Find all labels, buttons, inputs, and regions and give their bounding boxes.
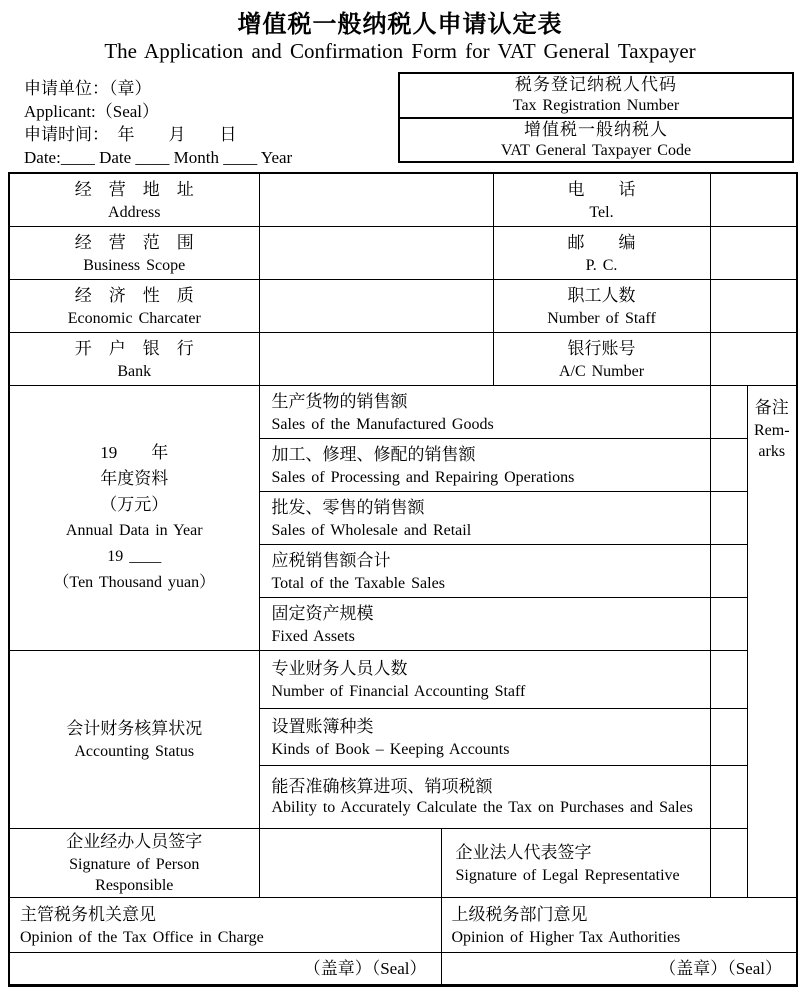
wholesale-retail-sales-label-en: Sales of Wholesale and Retail [271,521,472,539]
legal-representative-label-cell [441,828,710,897]
taxable-sales-total-label-zh: 应税销售额合计 [271,550,391,570]
address-label-en: Address [108,203,161,221]
remarks-label-en-1: Rem- [753,421,790,439]
fixed-assets-label-zh: 固定资产规模 [271,603,374,623]
accounting-status-label-en: Accounting Status [74,743,195,760]
info-row-bank [9,332,797,385]
tel-label-zh: 电 话 [567,179,636,199]
address-label-cell [9,173,259,226]
account-number-label-en: A/C Number [558,362,645,380]
person-responsible-label-en-1: Signature of Person [69,856,200,873]
processing-repairing-sales-value-cell[interactable] [710,438,747,491]
economic-character-value-cell[interactable] [259,279,493,332]
economic-character-label-zh: 经 济 性 质 [74,285,194,305]
postcode-value-cell[interactable] [710,226,797,279]
form-title-en: The Application and Confirmation Form for VAT General Taxpayer [104,39,696,63]
bank-label-zh: 开 户 银 行 [74,338,194,358]
applicant-unit-label-zh: 申请单位：（章） [24,79,152,98]
annual-header-line-5: 19 ____ [107,547,162,565]
info-row-address [9,173,797,226]
info-row-business-scope [9,226,797,279]
financial-staff-number-label-en: Number of Financial Accounting Staff [271,683,526,700]
form-title-zh: 增值税一般纳税人申请认定表 [237,11,563,38]
manufactured-goods-sales-label-zh: 生产货物的销售额 [271,391,408,411]
taxable-sales-total-value-cell[interactable] [710,544,747,597]
higher-authorities-opinion-cell [441,897,797,952]
fixed-assets-label-en: Fixed Assets [271,627,355,645]
staff-number-label-zh: 职工人数 [567,285,636,305]
vat-taxpayer-code-cell [400,117,792,162]
taxable-sales-total-label-cell [259,544,710,597]
higher-authorities-opinion-label-zh: 上级税务部门意见 [451,904,588,924]
bookkeeping-kinds-value-cell[interactable] [710,708,747,765]
annual-header-line-6: （Ten Thousand yuan） [53,573,216,591]
tax-office-seal-label: （盖章）（Seal） [303,958,427,978]
fixed-assets-value-cell[interactable] [710,597,747,650]
staff-number-label-cell [493,279,710,332]
economic-character-label-en: Economic Charcater [67,309,201,327]
wholesale-retail-sales-label-cell [259,491,710,544]
application-date-label-zh: 申请时间： 年 月 日 [24,125,237,144]
business-scope-value-cell[interactable] [259,226,493,279]
application-form-table [8,172,798,987]
tax-calculation-ability-label-cell [259,765,710,828]
remarks-cell [747,385,797,897]
bank-value-cell[interactable] [259,332,493,385]
info-row-economic-character [9,279,797,332]
account-number-value-cell[interactable] [710,332,797,385]
higher-authorities-seal-cell [441,952,797,985]
tax-office-opinion-label-en: Opinion of the Tax Office in Charge [20,928,264,946]
business-scope-label-en: Business Scope [83,256,186,274]
legal-representative-label-en: Signature of Legal Representative [455,866,680,884]
processing-repairing-sales-label-en: Sales of Processing and Repairing Operations [271,468,575,486]
accounting-status-header-cell [9,650,259,828]
address-label-zh: 经 营 地 址 [74,179,194,199]
processing-repairing-sales-label-cell [259,438,710,491]
legal-representative-signature-cell[interactable] [710,828,747,897]
accounting-status-label-zh: 会计财务核算状况 [66,719,203,738]
tax-registration-number-label-zh: 税务登记纳税人代码 [515,75,677,95]
wholesale-retail-sales-value-cell[interactable] [710,491,747,544]
annual-row-manufactured-goods [9,385,797,438]
tel-label-en: Tel. [589,203,614,221]
tax-office-opinion-label-zh: 主管税务机关意见 [20,904,156,924]
business-scope-label-cell [9,226,259,279]
postcode-label-zh: 邮 编 [567,232,636,252]
applicant-unit-label-en: Applicant:（Seal） [24,102,160,121]
tax-calculation-ability-label-zh: 能否准确核算进项、销项税额 [271,777,493,796]
person-responsible-signature-cell[interactable] [259,828,441,897]
financial-staff-number-label-zh: 专业财务人员人数 [271,659,408,678]
annual-header-line-4: Annual Data in Year [65,521,203,539]
economic-character-label-cell [9,279,259,332]
annual-header-line-3: （万元） [100,494,169,514]
tel-label-cell [493,173,710,226]
bookkeeping-kinds-label-zh: 设置账簿种类 [271,716,374,736]
postcode-label-en: P. C. [585,256,618,274]
fixed-assets-label-cell [259,597,710,650]
applicant-block [24,77,292,169]
business-scope-label-zh: 经 营 范 围 [74,232,194,252]
accounting-row-financial-staff [9,650,797,708]
manufactured-goods-sales-label-cell [259,385,710,438]
financial-staff-number-value-cell[interactable] [710,650,747,708]
higher-authorities-opinion-label-en: Opinion of Higher Tax Authorities [451,928,681,946]
bank-label-cell [9,332,259,385]
tel-value-cell[interactable] [710,173,797,226]
manufactured-goods-sales-value-cell[interactable] [710,385,747,438]
tax-registration-number-cell [400,74,792,117]
tax-code-box [398,72,794,163]
person-responsible-label-en-2: Responsible [95,877,174,894]
annual-header-line-2: 年度资料 [100,468,169,488]
legal-representative-label-zh: 企业法人代表签字 [455,842,592,862]
postcode-label-cell [493,226,710,279]
bank-label-en: Bank [117,362,152,380]
tax-office-seal-cell [9,952,441,985]
tax-office-opinion-cell [9,897,441,952]
annual-header-line-1: 19 年 [100,442,169,462]
address-value-cell[interactable] [259,173,493,226]
staff-number-value-cell[interactable] [710,279,797,332]
tax-calculation-ability-label-en: Ability to Accurately Calculate the Tax on Purchases and Sales [271,799,693,816]
account-number-label-cell [493,332,710,385]
bookkeeping-kinds-label-en: Kinds of Book – Keeping Accounts [271,740,510,758]
application-date-label-en: Date:____ Date ____ Month ____ Year [24,148,293,167]
financial-staff-number-label-cell [259,650,710,708]
staff-number-label-en: Number of Staff [547,309,656,327]
manufactured-goods-sales-label-en: Sales of the Manufactured Goods [271,415,494,433]
account-number-label-zh: 银行账号 [567,338,636,358]
taxable-sales-total-label-en: Total of the Taxable Sales [271,574,445,592]
seal-row [9,952,797,985]
remarks-label-zh: 备注 [754,397,789,417]
person-responsible-label-cell [9,828,259,897]
signature-row [9,828,797,897]
vat-taxpayer-code-label-en: VAT General Taxpayer Code [500,141,692,159]
opinion-row [9,897,797,952]
vat-taxpayer-code-label-zh: 增值税一般纳税人 [524,119,668,139]
annual-data-header-cell [9,385,259,650]
higher-authorities-seal-label: （盖章）（Seal） [659,958,782,978]
bookkeeping-kinds-label-cell [259,708,710,765]
tax-calculation-ability-value-cell[interactable] [710,765,747,828]
remarks-label-en-2: arks [758,442,786,460]
tax-registration-number-label-en: Tax Registration Number [512,97,680,115]
wholesale-retail-sales-label-zh: 批发、零售的销售额 [271,497,425,517]
person-responsible-label-zh: 企业经办人员签字 [66,832,203,851]
processing-repairing-sales-label-zh: 加工、修理、修配的销售额 [271,444,476,464]
